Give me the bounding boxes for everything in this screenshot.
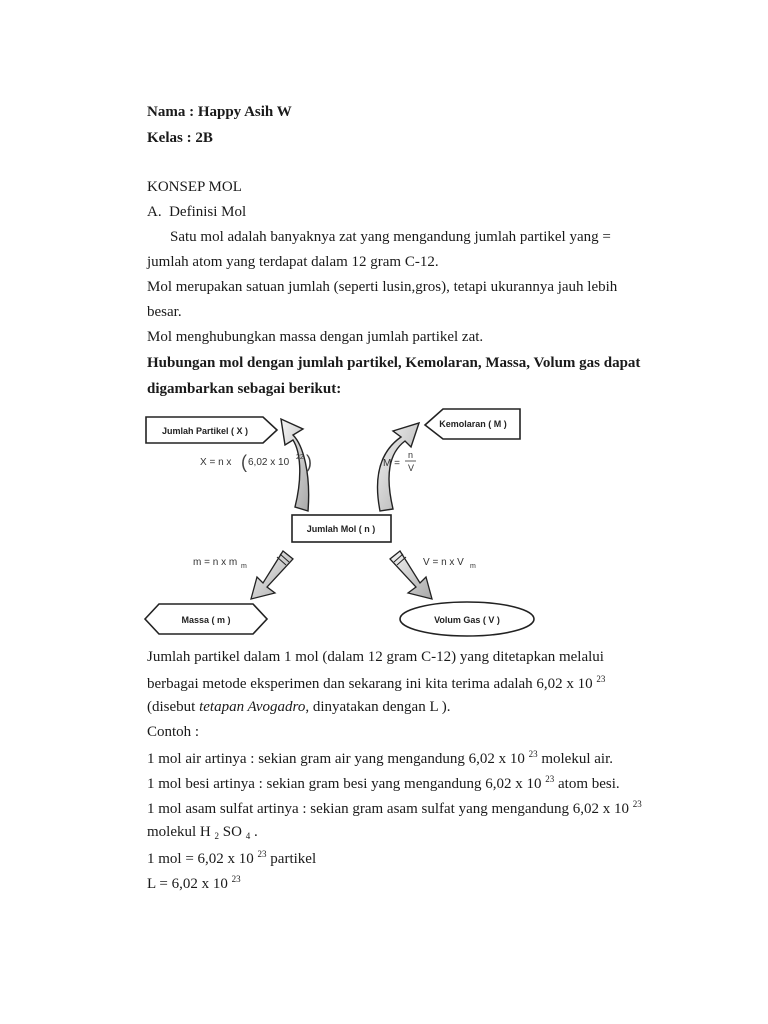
particles-box-label: Jumlah Partikel ( X ) (161, 426, 249, 436)
subsection-heading (147, 204, 246, 221)
svg-text:X = n x: X = n x (200, 457, 232, 468)
mol-box (292, 515, 391, 542)
subsection-title: Definisi Mol (169, 204, 247, 220)
svg-text:22: 22 (296, 454, 304, 461)
paragraph-1-line-2: jumlah atom yang terdapat dalam 12 gram C-12. (147, 254, 439, 270)
avogadro-line-1: Jumlah partikel dalam 1 mol (dalam 12 gram C-12) yang ditetapkan melalui (147, 649, 604, 665)
svg-text:n: n (408, 450, 414, 460)
gas-box-label: Volum Gas ( V ) (434, 615, 500, 625)
svg-text:m: m (241, 563, 247, 570)
mass-box (145, 604, 267, 634)
student-class: Kelas : 2B (147, 130, 213, 146)
svg-text:M =: M = (383, 458, 400, 469)
svg-text:(: ( (241, 452, 247, 472)
section-title: KONSEP MOL (147, 179, 242, 195)
bold-intro-line-1: Hubungan mol dengan jumlah partikel, Kemolaran, Massa, Volum gas dapat (147, 355, 641, 371)
paragraph-2-line-1: Mol merupakan satuan jumlah (seperti lusin,gros), tetapi ukurannya jauh lebih (147, 279, 618, 295)
equation-avogadro: L = 6,02 x 10 $^{23}$ (147, 874, 241, 892)
arrow-to-mass-icon (251, 551, 293, 599)
subsection-marker: A. (147, 204, 162, 220)
example-heading: Contoh : (147, 724, 200, 740)
svg-text:6,02 x 10: 6,02 x 10 (248, 457, 290, 468)
molarity-box-label: Kemolaran ( M ) (439, 419, 507, 429)
avogadro-term: tetapan Avogadro (199, 699, 306, 715)
gas-box (400, 602, 534, 636)
formula-particles (200, 452, 312, 472)
svg-text:): ) (306, 452, 312, 472)
formula-mass (193, 557, 247, 570)
equation-mol: 1 mol = 6,02 x 10 $^{23}$ partikel (147, 849, 317, 867)
formula-gas (423, 557, 476, 570)
mass-box-label: Massa ( m ) (181, 615, 231, 625)
svg-text:V: V (408, 463, 415, 473)
svg-text:m = n x m: m = n x m (193, 557, 238, 568)
paragraph-3: Mol menghubungkan massa dengan jumlah partikel zat. (147, 329, 484, 345)
mol-relationship-diagram (143, 403, 633, 643)
mol-box-label: Jumlah Mol ( n ) (306, 524, 376, 534)
molarity-box (425, 409, 520, 439)
avogadro-line-3: (disebut tetapan Avogadro, dinyatakan dengan L ). (147, 699, 451, 715)
paragraph-2-line-2: besar. (147, 304, 182, 320)
example-iron: 1 mol besi artinya : sekian gram besi yang mengandung 6,02 x 10 $^{23}$ atom besi. (147, 774, 620, 792)
example-sulfuric-acid: 1 mol asam sulfat artinya : sekian gram asam sulfat yang mengandung 6,02 x 10 $^{23}$ (147, 799, 642, 817)
particles-box (146, 417, 277, 443)
paragraph-1-line-1: Satu mol adalah banyaknya zat yang mengandung jumlah partikel yang = (170, 229, 611, 245)
example-sulfuric-acid-cont: molekul H $_2$ SO $_4$ . (147, 824, 258, 841)
avogadro-line-2: berbagai metode eksperimen dan sekarang ini kita terima adalah 6,02 x 10 $^{23}$ (147, 674, 606, 692)
svg-text:V = n x V: V = n x V (423, 557, 464, 568)
bold-intro-line-2: digambarkan sebagai berikut: (147, 381, 342, 397)
student-name: Nama : Happy Asih W (147, 104, 292, 120)
example-water: 1 mol air artinya : sekian gram air yang mengandung 6,02 x 10 $^{23}$ molekul air. (147, 749, 613, 767)
svg-text:m: m (470, 563, 476, 570)
